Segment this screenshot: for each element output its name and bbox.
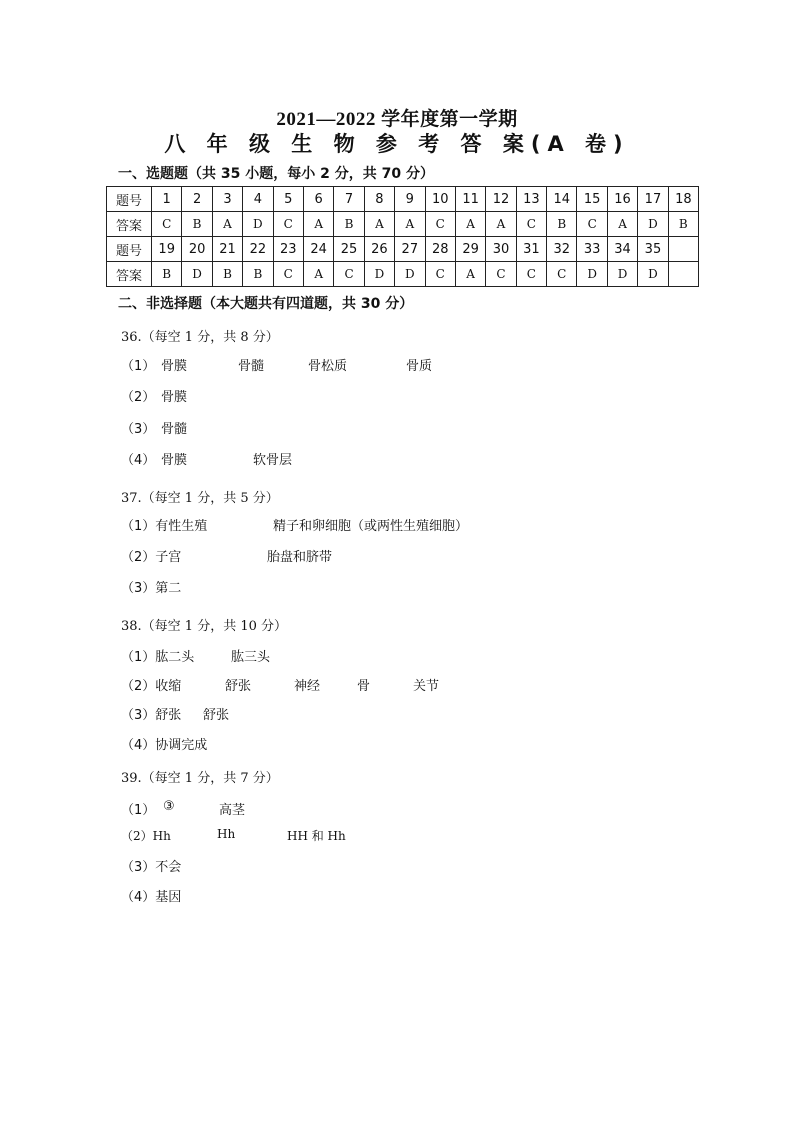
q39-l2-a3: HH 和 Hh — [287, 829, 346, 843]
table-cell-answer: B — [182, 212, 212, 237]
q37-l2-a2: 胎盘和脐带 — [267, 550, 333, 565]
q39-header: 39.（每空 1 分，共 7 分） — [121, 771, 279, 786]
table-cell-question-number: 7 — [334, 187, 364, 212]
table-cell-question-number: 35 — [638, 237, 668, 262]
section2-heading: 二、非选择题（本大题共有四道题，共 30 分） — [118, 296, 414, 312]
table-cell-question-number: 2 — [182, 187, 212, 212]
q36-l1-a2: 骨髓 — [238, 359, 265, 374]
q38-l2-a5: 关节 — [413, 679, 440, 694]
table-cell-answer: A — [455, 262, 485, 287]
table-cell-answer: B — [243, 262, 273, 287]
table-cell-question-number: 22 — [243, 237, 273, 262]
table-cell-question-number: 27 — [395, 237, 425, 262]
table-cell-answer: B — [334, 212, 364, 237]
table-cell-answer: C — [273, 262, 303, 287]
table-cell-answer: D — [243, 212, 273, 237]
q38-l2-a3: 神经 — [294, 679, 321, 694]
q36-l2-a1: 骨膜 — [161, 390, 188, 405]
table-cell-answer: A — [395, 212, 425, 237]
table-cell-question-number: 19 — [152, 237, 182, 262]
table-cell-question-number: 15 — [577, 187, 607, 212]
table-cell-question-number: 9 — [395, 187, 425, 212]
table-cell-question-number: 33 — [577, 237, 607, 262]
table-cell-answer: C — [334, 262, 364, 287]
table-cell-question-number: 32 — [547, 237, 577, 262]
table-cell-answer: D — [638, 262, 668, 287]
table-cell-question-number: 34 — [607, 237, 637, 262]
table-cell-question-number — [668, 237, 698, 262]
table-cell-answer: D — [577, 262, 607, 287]
table-row-answers-2 — [107, 262, 699, 287]
table-cell-answer — [668, 262, 698, 287]
q38-l1-a2: 肱三头 — [231, 650, 271, 665]
q38-l2-a4: 骨 — [357, 679, 371, 694]
table-cell-question-number: 10 — [425, 187, 455, 212]
table-row-numbers-1 — [107, 187, 699, 212]
table-cell-question-number: 8 — [364, 187, 394, 212]
table-cell-question-number: 20 — [182, 237, 212, 262]
table-cell-answer: B — [668, 212, 698, 237]
table-cell-question-number: 13 — [516, 187, 546, 212]
table-row-numbers-2 — [107, 237, 699, 262]
table-row-header: 题号 — [107, 187, 152, 212]
table-cell-answer: C — [486, 262, 516, 287]
table-cell-question-number: 12 — [486, 187, 516, 212]
table-cell-answer: B — [152, 262, 182, 287]
q38-l3-a2: 舒张 — [203, 708, 230, 723]
q38-l2-a1: （2）收缩 — [121, 679, 182, 694]
q37-l2-a1: （2）子宫 — [121, 550, 182, 565]
q38-l1-a1: （1）肱二头 — [121, 650, 195, 665]
q38-l3-a1: （3）舒张 — [121, 708, 182, 723]
q36-l1-a4: 骨质 — [406, 359, 433, 374]
q38-l2-a2: 舒张 — [225, 679, 252, 694]
table-cell-question-number: 26 — [364, 237, 394, 262]
table-cell-question-number: 16 — [607, 187, 637, 212]
table-cell-answer: B — [547, 212, 577, 237]
q36-l3-num: （3） — [121, 422, 156, 437]
table-cell-question-number: 4 — [243, 187, 273, 212]
table-cell-question-number: 28 — [425, 237, 455, 262]
q39-l2-a2: Hh — [217, 827, 236, 841]
q38-l4-a1: （4）协调完成 — [121, 738, 208, 753]
q39-l2-a1: （2）Hh — [121, 829, 171, 843]
table-cell-answer: C — [152, 212, 182, 237]
table-cell-answer: A — [303, 262, 333, 287]
table-cell-question-number: 23 — [273, 237, 303, 262]
table-cell-answer: A — [455, 212, 485, 237]
table-cell-answer: D — [182, 262, 212, 287]
table-cell-question-number: 24 — [303, 237, 333, 262]
table-cell-answer: D — [364, 262, 394, 287]
table-row-answers-1 — [107, 212, 699, 237]
table-cell-answer: C — [577, 212, 607, 237]
table-cell-question-number: 30 — [486, 237, 516, 262]
q39-l1-num: （1） — [121, 803, 156, 818]
table-cell-question-number: 11 — [455, 187, 485, 212]
table-cell-answer: D — [395, 262, 425, 287]
q36-l4-num: （4） — [121, 453, 156, 468]
answer-table — [106, 186, 699, 287]
q37-l1-a2: 精子和卵细胞（或两性生殖细胞） — [273, 519, 469, 534]
q38-header: 38.（每空 1 分，共 10 分） — [121, 619, 288, 634]
table-cell-answer: A — [303, 212, 333, 237]
q36-l4-a2: 软骨层 — [253, 453, 293, 468]
q36-l1-num: （1） — [121, 359, 156, 374]
table-cell-question-number: 31 — [516, 237, 546, 262]
q36-l1-a3: 骨松质 — [308, 359, 348, 374]
title-main: 八 年 级 生 物 参 考 答 案(A 卷) — [164, 132, 630, 156]
table-cell-answer: C — [273, 212, 303, 237]
q39-l3-a1: （3）不会 — [121, 860, 182, 875]
q36-header: 36.（每空 1 分，共 8 分） — [121, 330, 279, 345]
table-cell-answer: C — [425, 212, 455, 237]
table-row-header: 题号 — [107, 237, 152, 262]
table-cell-question-number: 1 — [152, 187, 182, 212]
table-cell-answer: A — [607, 212, 637, 237]
q36-l3-a1: 骨髓 — [161, 422, 188, 437]
table-row-header: 答案 — [107, 212, 152, 237]
q36-l4-a1: 骨膜 — [161, 453, 188, 468]
q37-l1-a1: （1）有性生殖 — [121, 519, 208, 534]
q39-l1-a1: ③ — [163, 799, 175, 814]
table-cell-question-number: 3 — [212, 187, 242, 212]
table-cell-answer: D — [607, 262, 637, 287]
table-cell-answer: C — [516, 262, 546, 287]
title-year: 2021—2022 学年度第一学期 — [276, 109, 518, 130]
table-cell-answer: D — [638, 212, 668, 237]
table-cell-question-number: 29 — [455, 237, 485, 262]
table-cell-answer: A — [486, 212, 516, 237]
table-cell-answer: C — [425, 262, 455, 287]
table-cell-answer: C — [547, 262, 577, 287]
table-cell-answer: C — [516, 212, 546, 237]
table-cell-question-number: 17 — [638, 187, 668, 212]
table-cell-question-number: 18 — [668, 187, 698, 212]
q36-l1-a1: 骨膜 — [161, 359, 188, 374]
table-cell-question-number: 25 — [334, 237, 364, 262]
table-cell-question-number: 21 — [212, 237, 242, 262]
q37-header: 37.（每空 1 分，共 5 分） — [121, 491, 279, 506]
table-cell-question-number: 5 — [273, 187, 303, 212]
q36-l2-num: （2） — [121, 390, 156, 405]
section1-heading: 一、选题题（共 35 小题，每小 2 分，共 70 分） — [118, 166, 434, 182]
table-cell-answer: B — [212, 262, 242, 287]
table-cell-question-number: 6 — [303, 187, 333, 212]
table-row-header: 答案 — [107, 262, 152, 287]
table-cell-answer: A — [212, 212, 242, 237]
q37-l3-a1: （3）第二 — [121, 581, 182, 596]
table-cell-question-number: 14 — [547, 187, 577, 212]
q39-l1-a2: 高茎 — [219, 803, 246, 818]
table-cell-answer: A — [364, 212, 394, 237]
q39-l4-a1: （4）基因 — [121, 890, 182, 905]
